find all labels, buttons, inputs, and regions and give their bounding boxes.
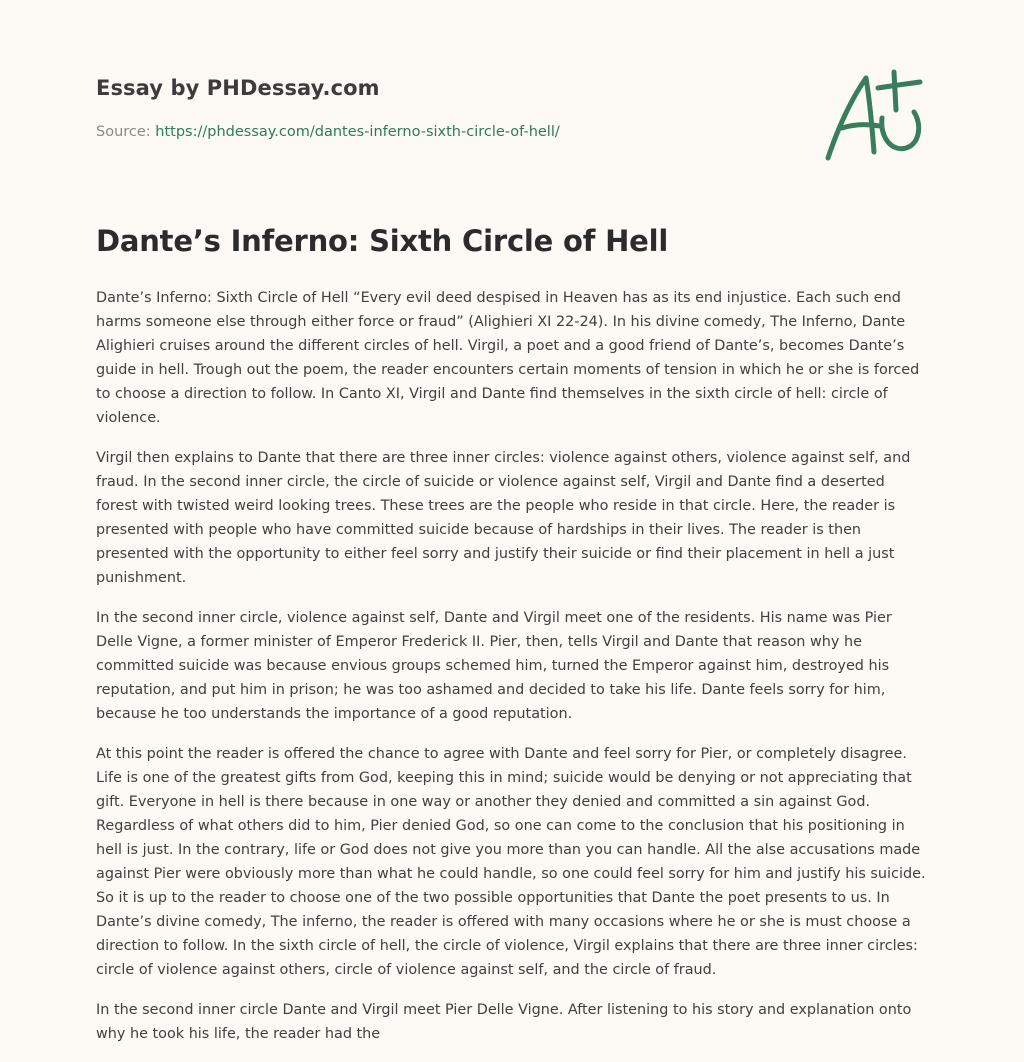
essay-paragraph: Dante’s Inferno: Sixth Circle of Hell “Every evil deed despised in Heaven has as its end injustice. Each such end harms someone else through either force or fraud” (Alighieri XI 22-24). In his divine comedy, The Inferno, Dante Alighieri cruises around the different circles of hell. Virgil, a poet and a good friend of Dante’s, becomes Dante’s guide in hell. Trough out the poem, the reader encounters certain moments of tension in which he or she is forced to choose a direction to follow. In Canto XI, Virgil and Dante find themselves in the sixth circle of hell: circle of violence.	[96, 290, 920, 426]
source-line	[96, 124, 560, 140]
essay-paragraph: At this point the reader is offered the chance to agree with Dante and feel sorry for Pier, or completely disagree. Life is one of the greatest gifts from God, keeping this in mind; suicide would be denying or not appreciating that gift. Everyone in hell is there because in one way or another they denied and committed a sin against God. Regardless of what others did to him, Pier denied God, so one can come to the conclusion that his positioning in hell is just. In the contrary, life or God does not give you more than you can handle. All the alse accusations made against Pier were obviously more than what he could handle, so one could feel sorry for him and justify his suicide. So it is up to the reader to choose one of the two possible opportunities that Dante the poet presents to us. In Dante’s divine comedy, The inferno, the reader is offered with many occasions where he or she is must choose a direction to follow. In the sixth circle of hell, the circle of violence, Virgil explains that there are three inner circles: circle of violence against others, circle of violence against self, and the circle of fraud.	[96, 746, 926, 978]
essay-body	[96, 286, 928, 1062]
source-link[interactable]: https://phdessay.com/dantes-inferno-sixth-circle-of-hell/	[155, 124, 560, 140]
essay-paragraph: Virgil then explains to Dante that there are three inner circles: violence against others, violence against self, and fraud. In the second inner circle, the circle of suicide or violence against self, Virgil and Dante find a deserted forest with twisted weird looking trees. These trees are the people who reside in that circle. Here, the reader is presented with people who have committed suicide because of hardships in their lives. The reader is then presented with the opportunity to either feel sorry and justify their suicide or find their placement in hell a just punishment.	[96, 450, 911, 586]
page	[96, 0, 928, 1060]
a-plus-logo-icon	[822, 68, 928, 164]
essay-paragraph: In the second inner circle, violence against self, Dante and Virgil meet one of the residents. His name was Pier Delle Vigne, a former minister of Emperor Frederick II. Pier, then, tells Virgil and Dante that reason why he committed suicide was because envious groups schemed him, turned the Emperor against him, destroyed his reputation, and put him in prison; he was too ashamed and decided to take his life. Dante feels sorry for him, because he too understands the importance of a good reputation.	[96, 610, 892, 722]
essay-title: Dante’s Inferno: Sixth Circle of Hell	[96, 224, 669, 258]
essay-paragraph: In the second inner circle Dante and Virgil meet Pier Delle Vigne. After listening to his story and explanation onto why he took his life, the reader had the	[96, 1002, 912, 1042]
site-title: Essay by PHDessay.com	[96, 76, 380, 100]
source-label: Source:	[96, 124, 156, 140]
